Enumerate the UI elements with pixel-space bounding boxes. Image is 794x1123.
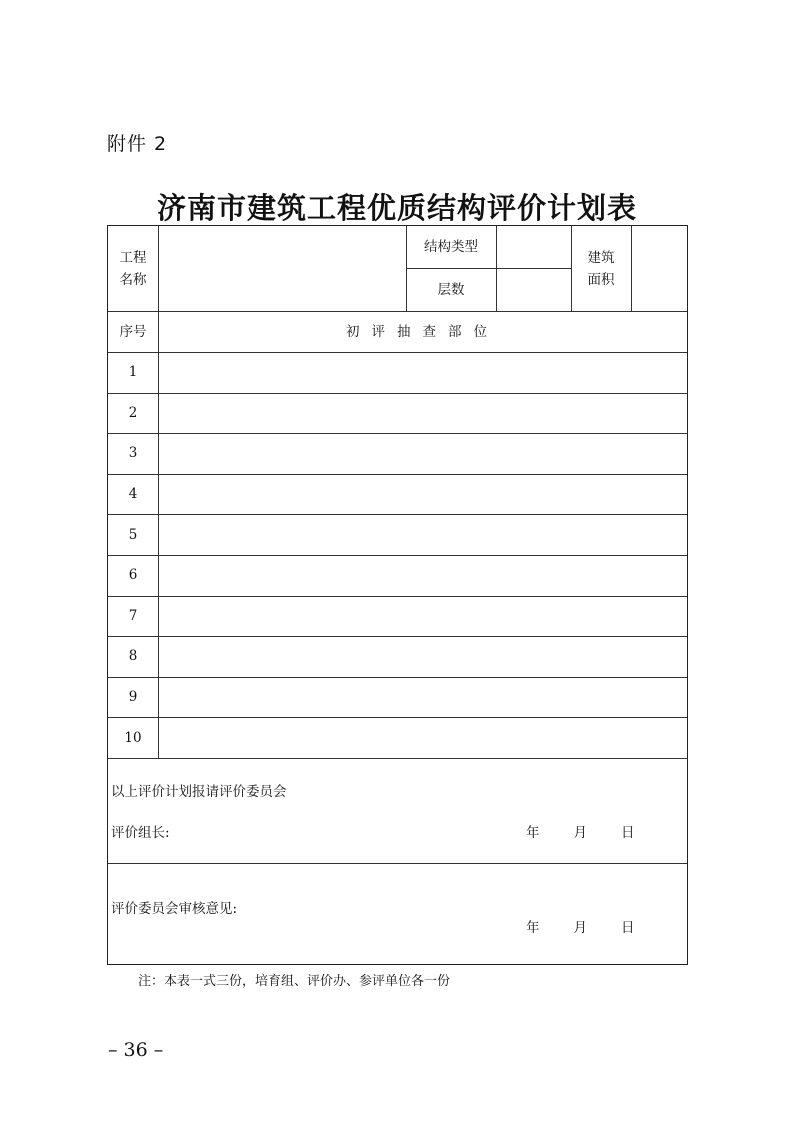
group-leader-label: 评价组长: [111, 825, 170, 841]
review-date-year: 年 [526, 920, 540, 936]
row-index: 7 [128, 607, 138, 624]
row-location-cell[interactable] [158, 514, 687, 555]
area-value-cell[interactable] [631, 226, 687, 311]
area-label-cell [571, 226, 631, 311]
page-number: – 36 – [108, 1039, 164, 1061]
row-index: 8 [128, 648, 138, 665]
row-index-cell [108, 393, 158, 434]
floors-label-cell [406, 268, 496, 311]
project-name-label-cell [108, 226, 158, 311]
row-index-cell [108, 677, 158, 718]
submit-statement: 以上评价计划报请评价委员会 [111, 784, 287, 800]
submit-date-month: 月 [573, 825, 587, 841]
floors-value-cell[interactable] [496, 268, 571, 311]
row-index-cell [108, 555, 158, 596]
row-index: 6 [128, 567, 138, 584]
index-header-cell [108, 311, 158, 352]
row-index: 4 [128, 486, 138, 503]
submit-date-year: 年 [526, 825, 540, 841]
row-location-cell[interactable] [158, 474, 687, 515]
row-location-cell[interactable] [158, 352, 687, 393]
area-label-line2: 面积 [587, 271, 615, 288]
row-location-cell[interactable] [158, 393, 687, 434]
row-index: 2 [128, 404, 138, 421]
footnote: 注：本表一式三份，培育组、评价办、参评单位各一份 [138, 974, 451, 989]
attachment-label: 附件 2 [107, 133, 168, 155]
row-location-cell[interactable] [158, 636, 687, 677]
row-location-cell[interactable] [158, 596, 687, 637]
form-title: 济南市建筑工程优质结构评价计划表 [156, 191, 637, 225]
row-index: 3 [128, 445, 138, 462]
row-index-cell [108, 717, 158, 758]
row-location-cell[interactable] [158, 677, 687, 718]
evaluation-plan-table [107, 225, 688, 965]
row-index-cell [108, 433, 158, 474]
submit-date-day: 日 [621, 825, 635, 841]
row-index-cell [108, 474, 158, 515]
floors-label: 层数 [437, 281, 465, 298]
row-index: 10 [124, 729, 142, 746]
index-header: 序号 [119, 323, 147, 340]
row-index: 1 [128, 364, 138, 381]
location-header: 初评抽查部位 [346, 323, 499, 340]
structure-type-label: 结构类型 [424, 239, 478, 255]
row-index-cell [108, 352, 158, 393]
row-index-cell [108, 514, 158, 555]
row-location-cell[interactable] [158, 433, 687, 474]
review-date-day: 日 [621, 920, 635, 936]
project-name-label-line2: 名称 [119, 271, 147, 288]
row-index: 9 [128, 689, 138, 706]
row-location-cell[interactable] [158, 555, 687, 596]
row-index-cell [108, 636, 158, 677]
location-header-cell [158, 311, 687, 352]
review-date-month: 月 [573, 920, 587, 936]
area-label-line1: 建筑 [587, 249, 615, 266]
row-index: 5 [128, 526, 138, 543]
review-date [526, 916, 635, 936]
committee-opinion-label: 评价委员会审核意见: [111, 901, 238, 917]
project-name-label-line1: 工程 [119, 249, 147, 266]
row-location-cell[interactable] [158, 717, 687, 758]
project-name-value-cell[interactable] [158, 226, 406, 311]
submit-date [526, 821, 635, 841]
row-index-cell [108, 596, 158, 637]
structure-type-label-cell [406, 226, 496, 268]
structure-type-value-cell[interactable] [496, 226, 571, 268]
